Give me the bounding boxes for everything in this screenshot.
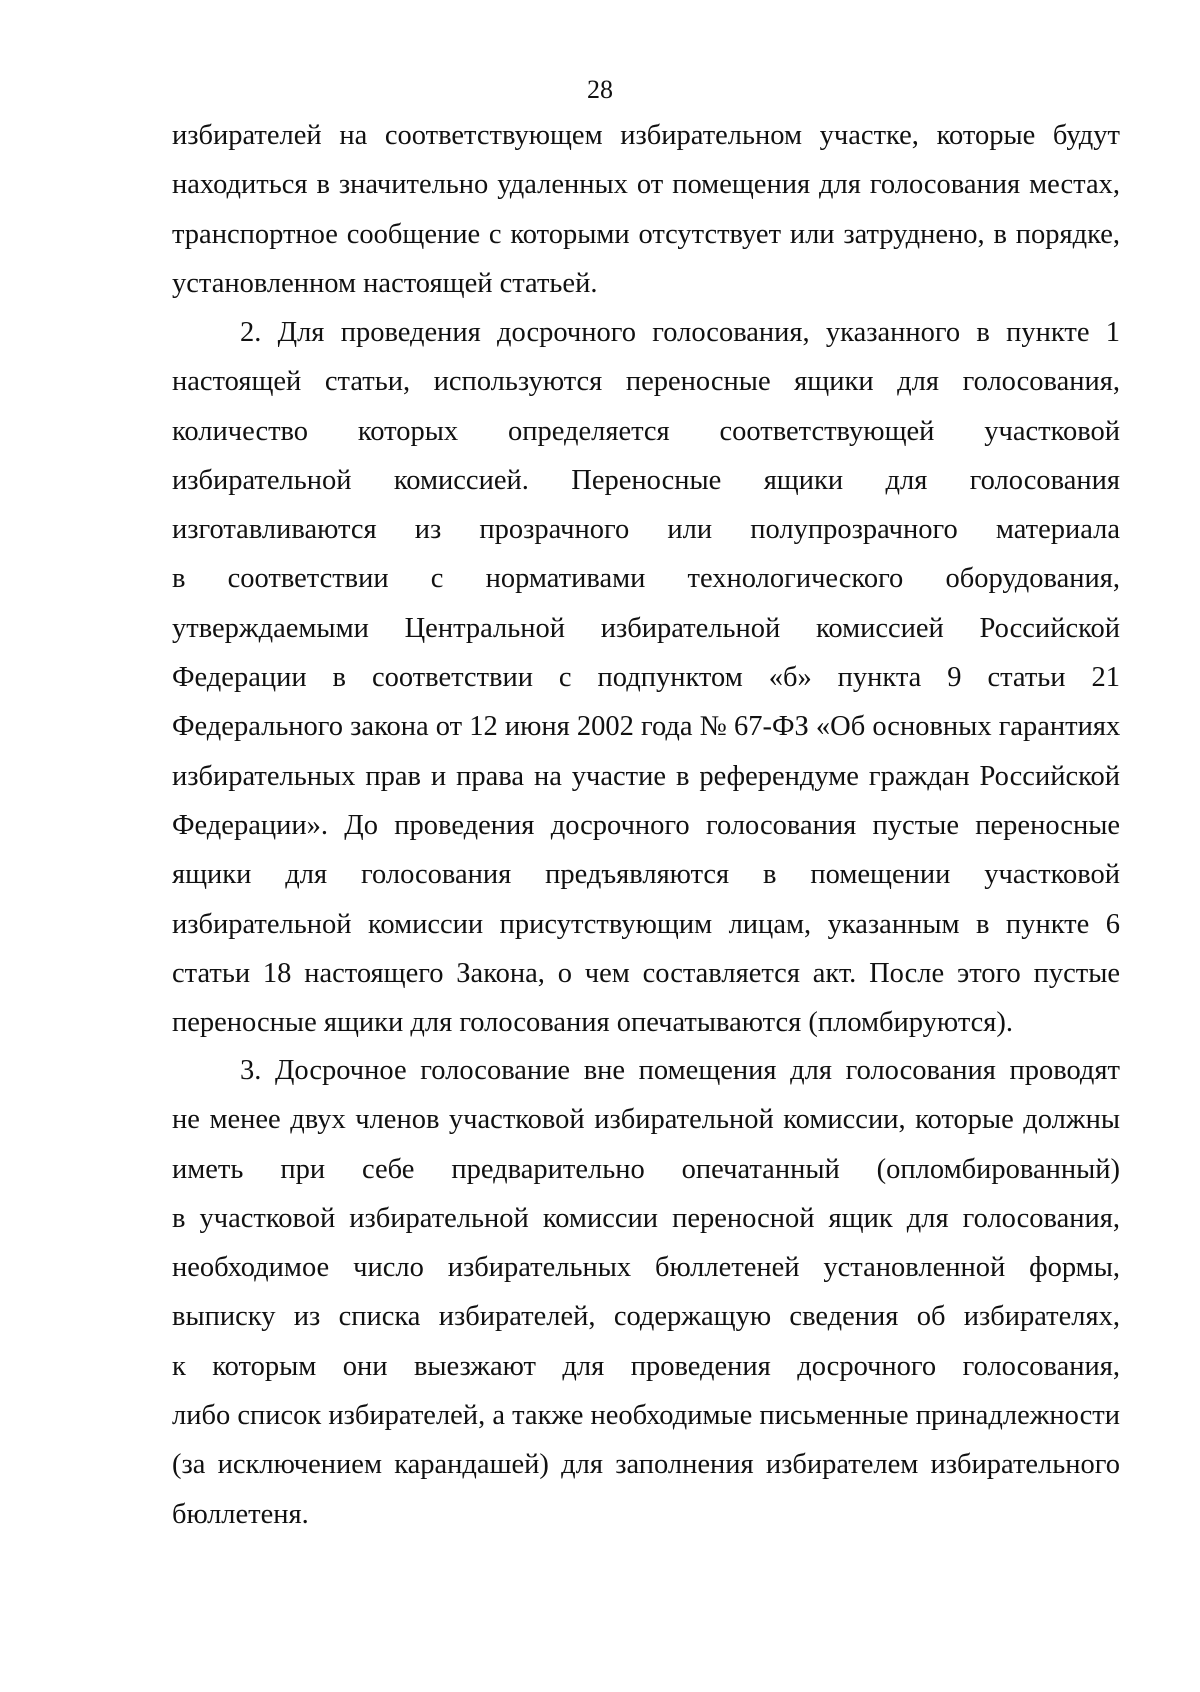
text-line: бюллетеня. <box>172 1498 309 1530</box>
text-line: ящики для голосования предъявляются в помещении участковой <box>172 859 1120 891</box>
text-line: в участковой избирательной комиссии переносной ящик для голосования, <box>172 1202 1120 1234</box>
text-line: в соответствии с нормативами технологического оборудования, <box>172 563 1120 595</box>
text-line: (за исключением карандашей) для заполнения избирателем избирательного <box>172 1449 1120 1481</box>
text-line: к которым они выезжают для проведения досрочного голосования, <box>172 1350 1120 1382</box>
text-line: Федерации в соответствии с подпунктом «б» пункта 9 статьи 21 <box>172 662 1120 694</box>
text-line: транспортное сообщение с которыми отсутствует или затруднено, в порядке, <box>172 218 1120 250</box>
text-line: избирательной комиссией. Переносные ящики для голосования <box>172 464 1120 496</box>
text-line: изготавливаются из прозрачного или полупрозрачного материала <box>172 514 1120 546</box>
text-line: избирательной комиссии присутствующим лицам, указанным в пункте 6 <box>172 908 1120 940</box>
text-line: статьи 18 настоящего Закона, о чем составляется акт. После этого пустые <box>172 957 1120 989</box>
paragraph-2 <box>172 308 1120 1047</box>
text-line: иметь при себе предварительно опечатанный (опломбированный) <box>172 1153 1120 1185</box>
text-line: установленном настоящей статьей. <box>172 267 598 299</box>
text-line: избирателей на соответствующем избирательном участке, которые будут <box>172 120 1120 151</box>
text-line: настоящей статьи, используются переносные ящики для голосования, <box>172 366 1120 398</box>
text-line: необходимое число избирательных бюллетеней установленной формы, <box>172 1252 1120 1284</box>
text-line: переносные ящики для голосования опечатываются (пломбируются). <box>172 1007 1014 1039</box>
page-number: 28 <box>587 75 613 104</box>
text-line: избирательных прав и права на участие в референдуме граждан Российской <box>172 760 1120 792</box>
text-line: 2. Для проведения досрочного голосования, указанного в пункте 1 <box>240 317 1120 348</box>
intro-paragraph <box>172 111 1120 308</box>
text-line: количество которых определяется соответствующей участковой <box>172 415 1120 447</box>
text-line: находиться в значительно удаленных от помещения для голосования местах, <box>172 169 1120 201</box>
paragraph-3 <box>172 1046 1120 1539</box>
text-line: выписку из списка избирателей, содержащую сведения об избирателях, <box>172 1301 1120 1333</box>
text-line: Федерации». До проведения досрочного голосования пустые переносные <box>172 809 1120 841</box>
text-line: 3. Досрочное голосование вне помещения для голосования проводят <box>240 1055 1120 1086</box>
text-line: утверждаемыми Центральной избирательной комиссией Российской <box>172 612 1120 644</box>
text-line: Федерального закона от 12 июня 2002 года № 67-ФЗ «Об основных гарантиях <box>172 711 1120 743</box>
text-line: не менее двух членов участковой избирательной комиссии, которые должны <box>172 1104 1120 1136</box>
text-line: либо список избирателей, а также необходимые письменные принадлежности <box>172 1400 1120 1432</box>
